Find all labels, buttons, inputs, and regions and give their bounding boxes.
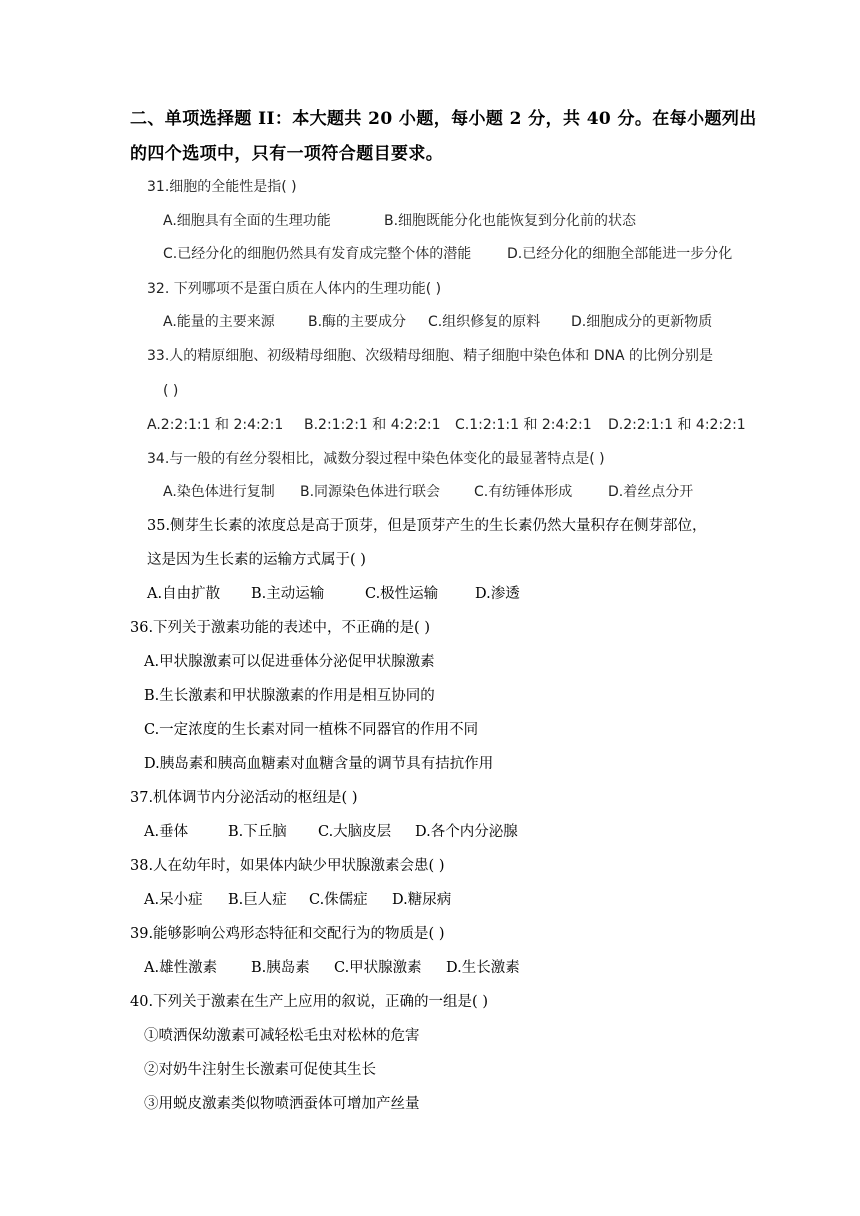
section-heading-line2: 的四个选项中，只有一项符合题目要求。	[130, 144, 444, 164]
option-38-b: B.巨人症	[228, 892, 287, 908]
question-stem-36: 36.下列关于激素功能的表述中，不正确的是( )	[130, 620, 430, 636]
option-34-b: B.同源染色体进行联会	[300, 484, 441, 500]
option-34-a: A.染色体进行复制	[163, 484, 275, 500]
statement-40-1: ①喷洒保幼激素可减轻松毛虫对松林的危害	[144, 1028, 420, 1044]
option-37-b: B.下丘脑	[228, 824, 287, 840]
option-33-b: B.2:1:2:1 和 4:2:2:1	[304, 417, 441, 433]
option-33-d: D.2:2:1:1 和 4:2:2:1	[608, 417, 746, 433]
option-35-b: B.主动运输	[251, 586, 325, 602]
option-38-d: D.糖尿病	[392, 892, 452, 908]
question-stem-35-line2: 这是因为生长素的运输方式属于( )	[147, 552, 366, 568]
question-stem-33-paren: ( )	[163, 383, 179, 399]
option-39-d: D.生长激素	[446, 960, 520, 976]
option-36-a: A.甲状腺激素可以促进垂体分泌促甲状腺激素	[144, 654, 435, 670]
option-38-c: C.侏儒症	[309, 892, 368, 908]
option-39-b: B.胰岛素	[251, 960, 310, 976]
question-stem-37: 37.机体调节内分泌活动的枢纽是( )	[130, 790, 358, 806]
option-32-d: D.细胞成分的更新物质	[571, 314, 713, 330]
option-35-d: D.渗透	[475, 586, 520, 602]
option-36-b: B.生长激素和甲状腺激素的作用是相互协同的	[144, 688, 435, 704]
option-33-a: A.2:2:1:1 和 2:4:2:1	[147, 417, 284, 433]
question-stem-32: 32. 下列哪项不是蛋白质在人体内的生理功能( )	[147, 281, 442, 297]
section-heading-line1: 二、单项选择题 II：本大题共 20 小题，每小题 2 分，共 40 分。在每小题列出	[130, 109, 757, 129]
option-31-b: B.细胞既能分化也能恢复到分化前的状态	[384, 213, 637, 229]
option-32-b: B.酶的主要成分	[308, 314, 407, 330]
option-38-a: A.呆小症	[144, 892, 203, 908]
option-31-d: D.已经分化的细胞全部能进一步分化	[507, 246, 733, 262]
statement-40-3: ③用蜕皮激素类似物喷洒蚕体可增加产丝量	[144, 1096, 420, 1112]
option-33-c: C.1:2:1:1 和 2:4:2:1	[455, 417, 592, 433]
option-39-c: C.甲状腺激素	[334, 960, 422, 976]
question-stem-40: 40.下列关于激素在生产上应用的叙说，正确的一组是( )	[130, 994, 488, 1010]
option-35-c: C.极性运输	[365, 586, 439, 602]
option-37-c: C.大脑皮层	[318, 824, 392, 840]
option-31-c: C.已经分化的细胞仍然具有发育成完整个体的潜能	[163, 246, 472, 262]
question-stem-35: 35.侧芽生长素的浓度总是高于顶芽，但是顶芽产生的生长素仍然大量积存在侧芽部位，	[147, 518, 707, 534]
option-31-a: A.细胞具有全面的生理功能	[163, 213, 331, 229]
question-stem-39: 39.能够影响公鸡形态特征和交配行为的物质是( )	[130, 926, 445, 942]
option-32-c: C.组织修复的原料	[428, 314, 541, 330]
option-36-c: C.一定浓度的生长素对同一植株不同器官的作用不同	[144, 722, 479, 738]
option-39-a: A.雄性激素	[144, 960, 218, 976]
question-stem-31: 31.细胞的全能性是指( )	[147, 179, 297, 195]
option-34-c: C.有纺锤体形成	[474, 484, 573, 500]
question-stem-34: 34.与一般的有丝分裂相比，减数分裂过程中染色体变化的最显著特点是( )	[147, 451, 605, 467]
option-32-a: A.能量的主要来源	[163, 314, 275, 330]
option-36-d: D.胰岛素和胰高血糖素对血糖含量的调节具有拮抗作用	[144, 756, 494, 772]
statement-40-2: ②对奶牛注射生长激素可促使其生长	[144, 1062, 376, 1078]
option-34-d: D.着丝点分开	[608, 484, 694, 500]
option-35-a: A.自由扩散	[147, 586, 221, 602]
option-37-d: D.各个内分泌腺	[415, 824, 518, 840]
option-37-a: A.垂体	[144, 824, 189, 840]
question-stem-38: 38.人在幼年时，如果体内缺少甲状腺激素会患( )	[130, 858, 445, 874]
question-stem-33: 33.人的精原细胞、初级精母细胞、次级精母细胞、精子细胞中染色体和 DNA 的比例分别是	[147, 348, 713, 364]
